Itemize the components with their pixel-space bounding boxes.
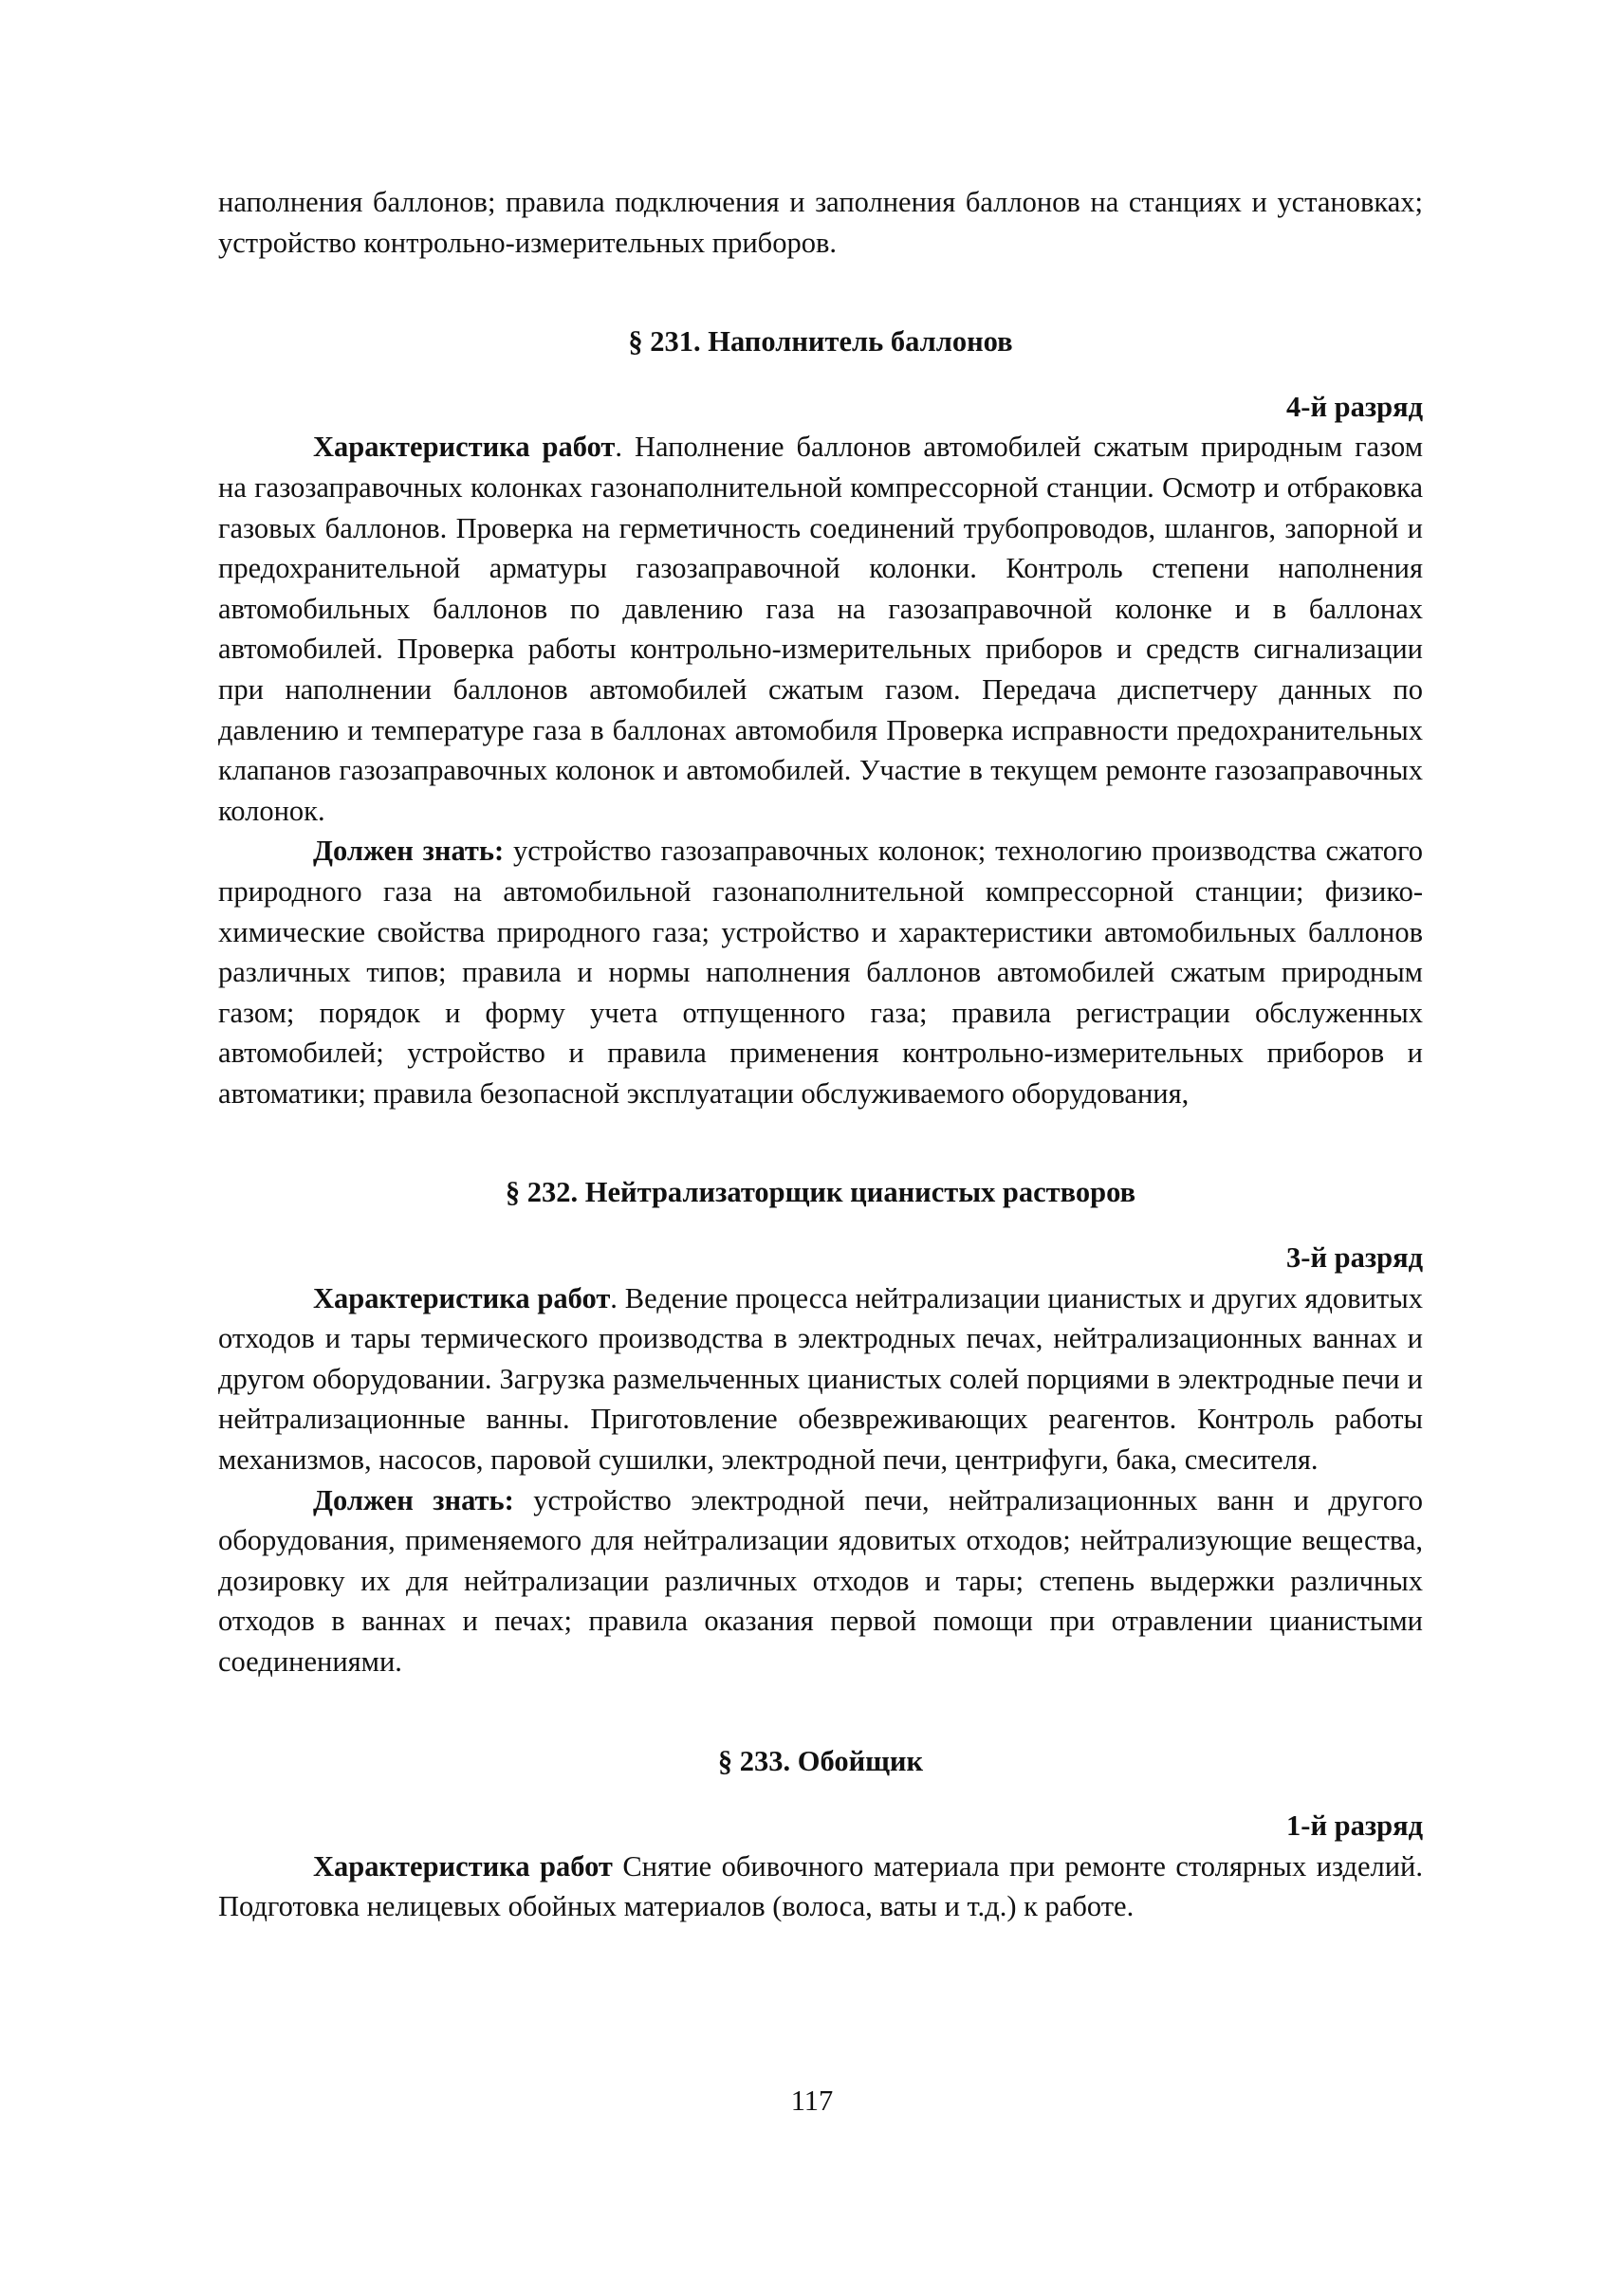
work-text-233: Снятие обивочного материала при ремонте столярных изделий. Подготовка нелицевых обойных материалов (волоса, ваты и т.д.) к работе. (218, 1849, 1423, 1923)
know-text-232: устройство электродной печи, нейтрализационных ванн и другого оборудования, применяемого для нейтрализации ядовитых отходов; нейтрализующие вещества, дозировку их для нейтрализации различных отходов и тары; степень выдержки различных отходов в ваннах и печах; правила оказания первой помощи при отравлении цианистыми соединениями. (218, 1483, 1423, 1678)
knowledge-232 (218, 1480, 1423, 1682)
section-title-232: § 232. Нейтрализаторщик цианистых растворов (505, 1176, 1136, 1209)
intro-paragraph: наполнения баллонов; правила подключения и заполнения баллонов на станциях и установках; устройство контрольно-измерительных приборов. (218, 186, 1423, 259)
spacer (218, 362, 1423, 387)
page-number: 117 (790, 2085, 834, 2117)
spacer (218, 1682, 1423, 1741)
know-label-231: Должен знать: (313, 835, 505, 868)
work-label-232: Характеристика работ (313, 1281, 611, 1314)
spacer (218, 1781, 1423, 1806)
work-description-233 (218, 1846, 1423, 1927)
work-description-231 (218, 427, 1423, 831)
spacer (218, 1213, 1423, 1238)
work-label-231: Характеристика работ (313, 431, 616, 464)
know-label-232: Должен знать: (313, 1483, 514, 1516)
section-grade-231: 4-й разряд (1286, 390, 1423, 423)
know-text-231: устройство газозаправочных колонок; технологию производства сжатого природного газа на автомобильной газонаполнительной компрессорной станции; физико-химические свойства природного газа; устройство и характеристики автомобильных баллонов различных типов; правила и нормы наполнения баллонов автомобилей сжатым природным газом; порядок и форму учета отпущенного газа; правила регистрации обслуженных автомобилей; устройство и правила применения контрольно-измерительных приборов и автоматики; правила безопасной эксплуатации обслуживаемого оборудования, (218, 835, 1423, 1110)
spacer (218, 263, 1423, 321)
work-label-233: Характеристика работ (313, 1849, 613, 1883)
work-text-232: . Ведение процесса нейтрализации цианистых и других ядовитых отходов и тары термического производства в электродных печах, нейтрализационных ваннах и другом оборудовании. Загрузка размельченных цианистых солей порциями в электродные печи и нейтрализационные ванны. Приготовление обезвреживающих реагентов. Контроль работы механизмов, насосов, паровой сушилки, электродной печи, центрифуги, бака, смесителя. (218, 1281, 1423, 1477)
spacer (218, 1113, 1423, 1172)
work-description-232 (218, 1278, 1423, 1480)
section-title-233: § 233. Обойщик (717, 1744, 924, 1777)
section-grade-233: 1-й разряд (1286, 1809, 1423, 1843)
section-grade-232: 3-й разряд (1286, 1241, 1423, 1275)
knowledge-231 (218, 831, 1423, 1113)
section-title-231: § 231. Наполнитель баллонов (628, 325, 1013, 358)
work-text-231: . Наполнение баллонов автомобилей сжатым природным газом на газозаправочных колонках газонаполнительной компрессорной станции. Осмотр и отбраковка газовых баллонов. Проверка на герметичность соединений трубопроводов, шлангов, запорной и предохранительной арматуры газозаправочной колонки. Контроль степени наполнения автомобильных баллонов по давлению газа на газозаправочной колонке и в баллонах автомобилей. Проверка работы контрольно-измерительных приборов и средств сигнализации при наполнении баллонов автомобилей сжатым газом. Передача диспетчеру данных по давлению и температуре газа в баллонах автомобиля Проверка исправности предохранительных клапанов газозаправочных колонок и автомобилей. Участие в текущем ремонте газозаправочных колонок. (218, 431, 1423, 827)
document-body (218, 182, 1423, 1927)
